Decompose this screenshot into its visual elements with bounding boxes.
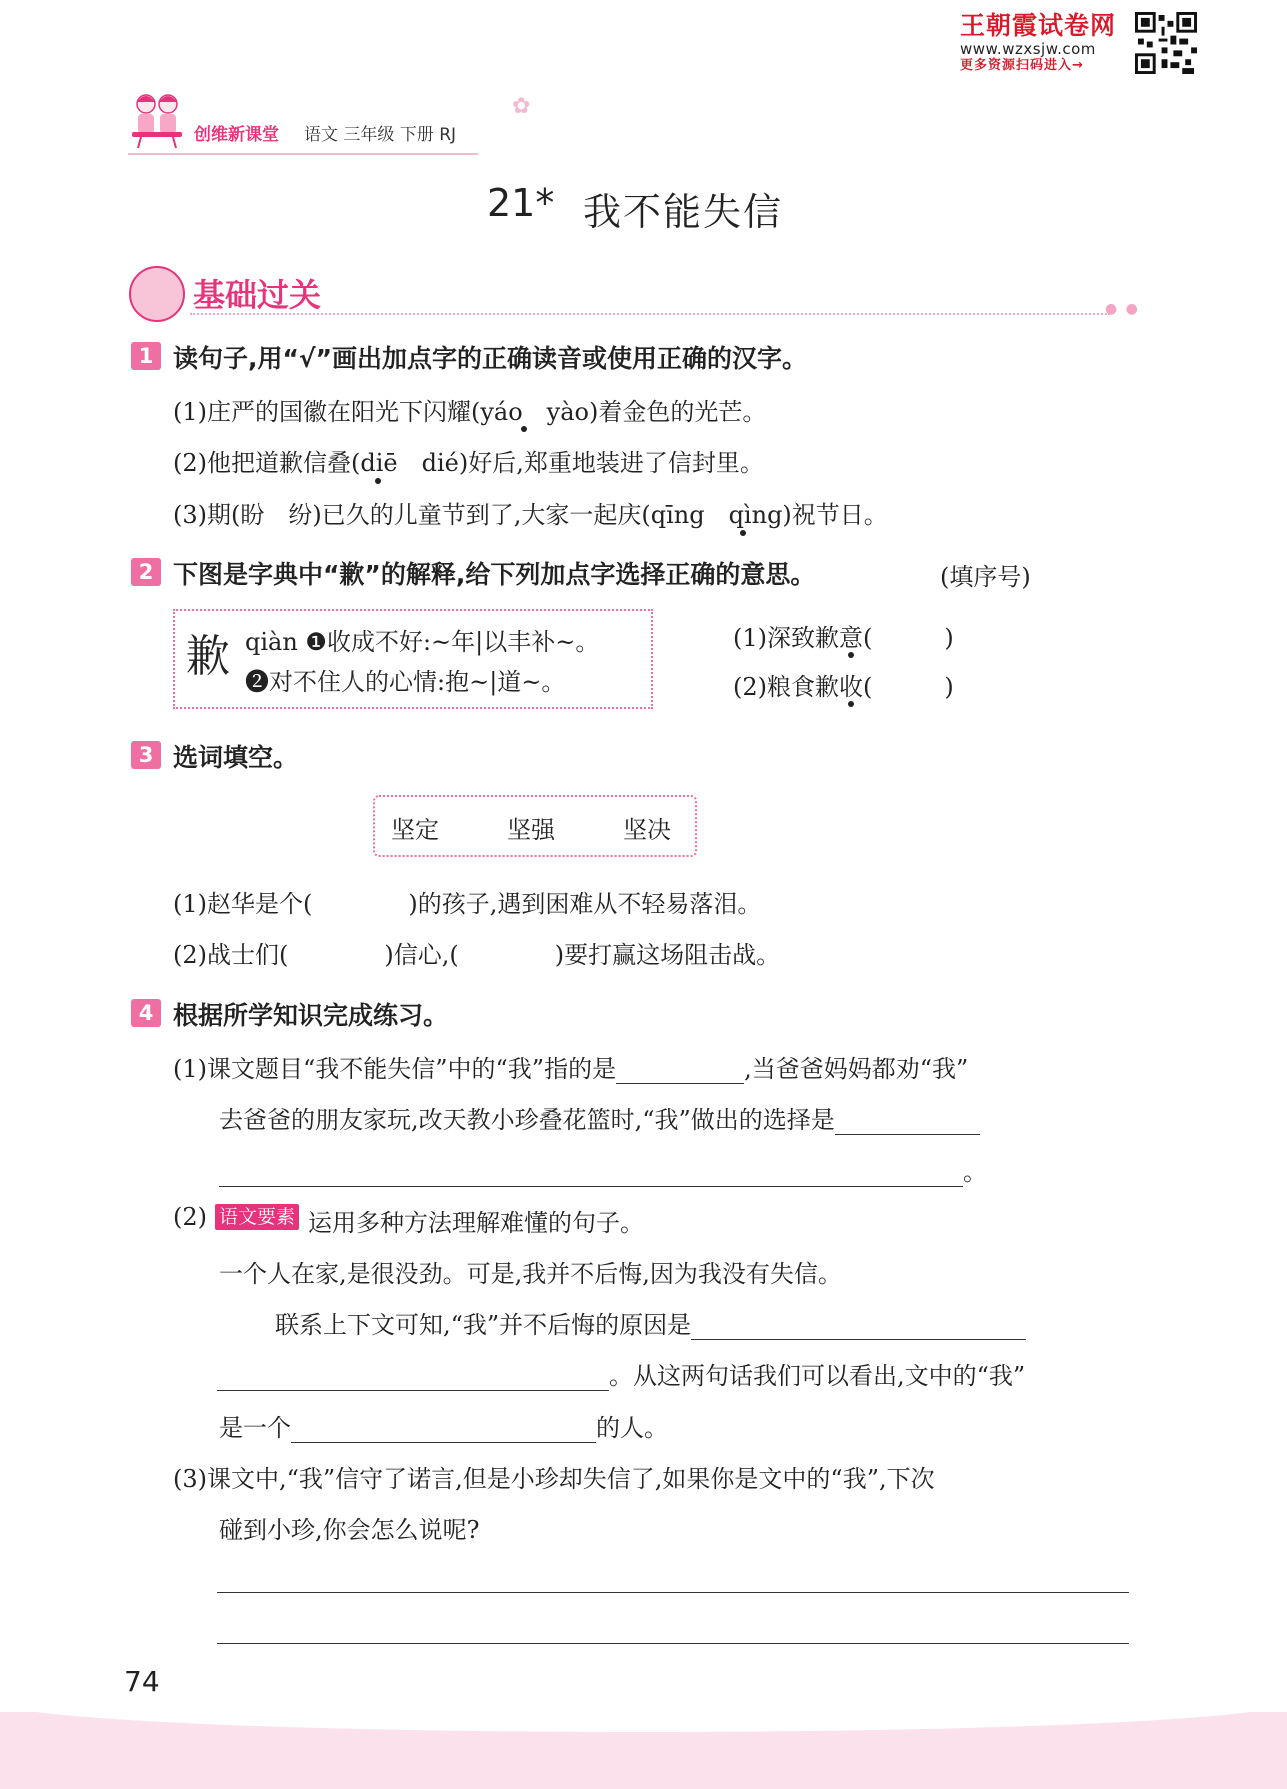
dots-deco-icon: ● ●	[1105, 301, 1140, 317]
answer-line[interactable]	[217, 1643, 1129, 1644]
answer-blank[interactable]	[219, 1158, 963, 1187]
section-girl-icon	[129, 266, 185, 322]
brand-slogan: 更多资源扫码进入→	[960, 58, 1084, 73]
emphasis-dot	[375, 478, 381, 484]
header-rule	[128, 153, 478, 155]
word-option: 坚决	[623, 816, 671, 844]
q4-part2-line2: 。从这两句话我们可以看出,文中的“我”	[217, 1356, 1025, 1391]
q3-item-2: (2)战士们( )信心,( )要打赢这场阻击战。	[173, 941, 781, 969]
brand-block	[960, 12, 1130, 74]
q4-part3-line1: (3)课文中,“我”信守了诺言,但是小珍却失信了,如果你是文中的“我”,下次	[173, 1465, 935, 1493]
page-number: 74	[124, 1665, 160, 1698]
question-number: 2	[131, 558, 161, 586]
q4-part3-line2: 碰到小珍,你会怎么说呢?	[219, 1516, 480, 1544]
question-number: 1	[131, 342, 161, 370]
question-number: 4	[131, 999, 161, 1027]
word-option: 坚定	[391, 816, 439, 844]
q4-part2-text: 运用多种方法理解难懂的句子。	[308, 1209, 644, 1237]
emphasis-dot	[848, 701, 854, 707]
question-text: 下图是字典中“歉”的解释,给下列加点字选择正确的意思。	[173, 560, 816, 589]
q1-item: (2)他把道歉信叠(diē dié)好后,郑重地装进了信封里。	[173, 449, 764, 477]
section-rule	[190, 313, 1110, 315]
flower-deco-icon: ✿	[512, 94, 531, 119]
dictionary-headword: 歉	[186, 631, 230, 682]
answer-blank[interactable]	[291, 1414, 596, 1443]
q3-item-1: (1)赵华是个( )的孩子,遇到困难从不轻易落泪。	[173, 890, 762, 918]
qr-code-icon	[1135, 12, 1197, 74]
q4-part2-line3: 是一个 的人。	[219, 1414, 668, 1442]
lesson-number: 21*	[487, 181, 555, 225]
dictionary-sense-2: ❷对不住人的心情:抱~|道~。	[245, 668, 566, 696]
q4-part1-line2: 去爸爸的朋友家玩,改天教小珍叠花篮时,“我”做出的选择是	[219, 1100, 980, 1135]
q4-part1-line3: 。	[219, 1152, 987, 1187]
emphasis-dot	[740, 530, 746, 536]
subject-grade: 语文 三年级 下册 RJ	[304, 125, 457, 145]
q2-item: (1)深致歉意( )	[733, 624, 954, 652]
q4-part2-prefix: (2)	[173, 1203, 207, 1231]
brand-url: www.wzxsjw.com	[960, 40, 1096, 58]
q1-item: (3)期(盼 纷)已久的儿童节到了,大家一起庆(qīng qìng)祝节日。	[173, 501, 888, 529]
q1-item: (1)庄严的国徽在阳光下闪耀(yáo yào)着金色的光芒。	[173, 398, 767, 426]
word-option: 坚强	[507, 816, 555, 844]
question-text: 根据所学知识完成练习。	[173, 1001, 449, 1030]
mascot-children-icon	[126, 88, 188, 150]
brand-name: 王朝霞试卷网	[960, 11, 1117, 40]
question-hint: (填序号)	[940, 563, 1031, 591]
lesson-title: 我不能失信	[583, 190, 784, 234]
answer-line[interactable]	[217, 1592, 1129, 1593]
q4-part2-line1: 联系上下文可知,“我”并不后悔的原因是	[275, 1305, 1026, 1340]
answer-blank[interactable]	[616, 1055, 744, 1084]
question-number: 3	[131, 741, 161, 769]
series-name: 创维新课堂	[194, 125, 279, 145]
answer-blank[interactable]	[691, 1311, 1026, 1340]
answer-blank[interactable]	[835, 1106, 980, 1135]
q2-item: (2)粮食歉收( )	[733, 673, 954, 701]
emphasis-dot	[521, 426, 527, 432]
question-text: 选词填空。	[173, 743, 299, 772]
answer-blank[interactable]	[217, 1362, 609, 1391]
section-title: 基础过关	[193, 276, 322, 314]
emphasis-dot	[848, 652, 854, 658]
q4-quote: 一个人在家,是很没劲。可是,我并不后悔,因为我没有失信。	[219, 1260, 842, 1288]
q4-part1-line1: (1)课文题目“我不能失信”中的“我”指的是 ,当爸爸妈妈都劝“我”	[173, 1055, 969, 1083]
chinese-element-tag: 语文要素	[215, 1204, 299, 1230]
dictionary-sense-1: qiàn ❶收成不好:~年|以丰补~。	[245, 628, 600, 656]
question-text: 读句子,用“√”画出加点字的正确读音或使用正确的汉字。	[173, 344, 808, 373]
